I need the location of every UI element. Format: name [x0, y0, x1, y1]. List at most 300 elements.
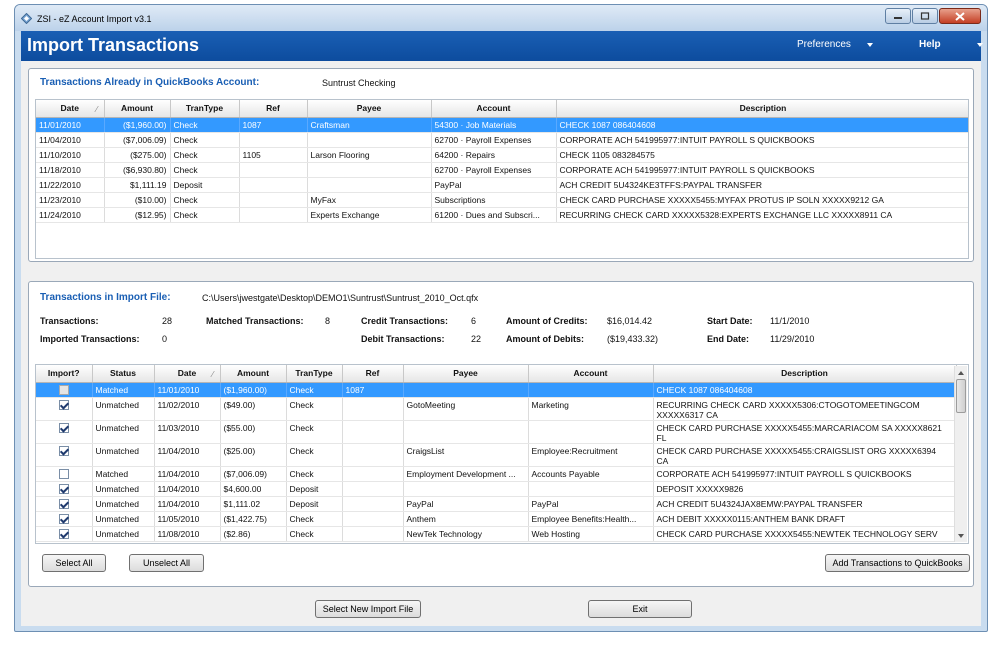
table-cell: 11/22/2010: [36, 177, 104, 192]
cell-text: ($2.86): [223, 528, 251, 539]
cell-text-continued: CA: [656, 455, 669, 466]
stat-matched-label: Matched Transactions:: [206, 316, 304, 326]
column-header-label: TranType: [185, 103, 224, 114]
table-row[interactable]: [36, 192, 969, 207]
table-cell: [307, 177, 431, 192]
table-cell: [154, 496, 220, 511]
import-checkbox[interactable]: [59, 423, 69, 433]
table-row[interactable]: [36, 132, 969, 147]
cell-text: Employee Benefits:Health...: [531, 513, 637, 524]
cell-text: DEPOSIT XXXXX9826: [656, 483, 744, 494]
stat-amount-credits-label: Amount of Credits:: [506, 316, 588, 326]
table-cell: Larson Flooring: [307, 147, 431, 162]
chevron-down-icon: [867, 43, 873, 47]
table-cell: [403, 481, 528, 496]
app-header: [21, 31, 981, 61]
cell-text: 11/01/2010: [157, 384, 200, 395]
table-row[interactable]: [36, 420, 956, 443]
cell-text: 11/04/2010: [157, 483, 200, 494]
table-row[interactable]: [36, 117, 969, 132]
table-row[interactable]: [36, 397, 956, 420]
table-cell: [154, 466, 220, 481]
table-cell: PayPal: [431, 177, 556, 192]
table-cell: [286, 397, 342, 420]
cell-text: Matched: [95, 468, 129, 479]
cell-text: Employee:Recruitment: [531, 445, 618, 456]
table-cell: [92, 481, 154, 496]
cell-text: 11/04/2010: [157, 498, 200, 509]
cell-text: Unmatched: [95, 445, 139, 456]
table-cell: [403, 496, 528, 511]
import-checkbox-cell: [36, 382, 92, 397]
table-cell: [342, 443, 403, 466]
page-title: Import Transactions: [27, 35, 200, 55]
stat-imported-value: 0: [162, 334, 168, 344]
table-cell: [154, 526, 220, 541]
table-cell: [220, 511, 286, 526]
table-cell: [653, 511, 956, 526]
table-cell: [286, 420, 342, 443]
app-icon: [21, 13, 32, 24]
table-cell: CHECK CARD PURCHASE XXXXX5455:MYFAX PROTUS IP SOLN XXXXX9212 GA: [556, 192, 969, 207]
cell-text: Marketing: [531, 399, 569, 410]
column-header-label: Status: [110, 368, 136, 379]
table-cell: [220, 466, 286, 481]
existing-transactions-panel: [28, 68, 974, 262]
import-checkbox-cell: [36, 496, 92, 511]
column-header[interactable]: [239, 100, 307, 117]
menu-help[interactable]: [919, 39, 983, 50]
table-cell: [342, 397, 403, 420]
column-header[interactable]: [170, 100, 239, 117]
exit-button[interactable]: Exit: [588, 600, 692, 618]
table-cell: ($7,006.09): [104, 132, 170, 147]
import-panel-title: Transactions in Import File:: [40, 292, 171, 303]
table-cell: 64200 · Repairs: [431, 147, 556, 162]
column-header-label: Payee: [356, 103, 382, 114]
import-checkbox[interactable]: [59, 529, 69, 539]
table-cell: Check: [170, 207, 239, 222]
table-cell: [92, 526, 154, 541]
column-header-label: Ref: [365, 368, 380, 379]
existing-account-name: Suntrust Checking: [322, 78, 396, 88]
cell-text: Web Hosting: [531, 528, 581, 539]
table-cell: ($1,960.00): [104, 117, 170, 132]
cell-text: Unmatched: [95, 483, 139, 494]
column-header-label: Ref: [266, 103, 280, 114]
cell-text: 11/04/2010: [157, 468, 200, 479]
table-cell: Check: [170, 147, 239, 162]
column-header-label: Account: [476, 103, 511, 114]
table-cell: [220, 382, 286, 397]
table-cell: [653, 382, 956, 397]
table-cell: [403, 526, 528, 541]
cell-text: ($49.00): [223, 399, 256, 410]
import-checkbox-cell: [36, 443, 92, 466]
table-cell: CHECK 1105 083284575: [556, 147, 969, 162]
column-header-label: Payee: [453, 368, 478, 379]
table-cell: [653, 466, 956, 481]
table-cell: [92, 496, 154, 511]
table-cell: [154, 511, 220, 526]
table-cell: RECURRING CHECK CARD XXXXX5328:EXPERTS EXCHANGE LLC XXXXX8911 CA: [556, 207, 969, 222]
close-button[interactable]: [939, 8, 981, 24]
table-cell: $1,111.19: [104, 177, 170, 192]
table-cell: [342, 382, 403, 397]
cell-text: Unmatched: [95, 513, 139, 524]
cell-text: 1087: [345, 384, 365, 395]
table-cell: [403, 382, 528, 397]
arrow-down-icon: [958, 534, 964, 538]
table-cell: [342, 526, 403, 541]
cell-text: ($55.00): [223, 422, 256, 433]
table-cell: [286, 466, 342, 481]
main-content: [21, 61, 981, 626]
cell-text: Anthem: [406, 513, 436, 524]
menu-help-label: Help: [919, 39, 941, 50]
cell-text: ACH CREDIT 5U4324JAX8EMW:PAYPAL TRANSFER: [656, 498, 863, 509]
stat-end-date-value: 11/29/2010: [770, 334, 815, 344]
cell-text: Unmatched: [95, 422, 139, 433]
column-header-label: Import?: [47, 368, 80, 379]
table-row[interactable]: [36, 511, 956, 526]
cell-text-continued: XXXXX6317 CA: [656, 409, 718, 420]
table-cell: 11/04/2010: [36, 132, 104, 147]
cell-text: ($25.00): [223, 445, 256, 456]
column-header[interactable]: [154, 365, 220, 382]
table-cell: [528, 420, 653, 443]
column-header-label: TranType: [295, 368, 333, 379]
table-row[interactable]: [36, 207, 969, 222]
column-header[interactable]: [403, 365, 528, 382]
import-checkbox: [59, 385, 69, 395]
cell-text: Deposit: [289, 483, 319, 494]
table-cell: ($6,930.80): [104, 162, 170, 177]
table-cell: Check: [170, 117, 239, 132]
table-cell: [154, 420, 220, 443]
table-cell: [286, 382, 342, 397]
table-cell: Subscriptions: [431, 192, 556, 207]
minimize-icon: [893, 12, 903, 20]
table-cell: [154, 397, 220, 420]
import-checkbox[interactable]: [59, 514, 69, 524]
cell-text: GotoMeeting: [406, 399, 456, 410]
import-checkbox-cell: [36, 420, 92, 443]
import-checkbox[interactable]: [59, 400, 69, 410]
cell-text: RECURRING CHECK CARD XXXXX5306:CTOGOTOMEETINGCOM: [656, 399, 920, 410]
table-cell: [239, 207, 307, 222]
stat-amount-debits-value: ($19,433.32): [607, 334, 659, 344]
table-row[interactable]: [36, 466, 956, 481]
cell-text: ($1,422.75): [223, 513, 267, 524]
table-cell: Deposit: [170, 177, 239, 192]
table-cell: [528, 443, 653, 466]
cell-text: 11/03/2010: [157, 422, 200, 433]
table-cell: [653, 443, 956, 466]
table-cell: [528, 397, 653, 420]
table-cell: [92, 397, 154, 420]
import-checkbox-cell: [36, 466, 92, 481]
table-cell: 1105: [239, 147, 307, 162]
stat-end-date-label: End Date:: [707, 334, 750, 344]
table-cell: 11/18/2010: [36, 162, 104, 177]
table-cell: [239, 162, 307, 177]
column-header[interactable]: [36, 365, 92, 382]
table-cell: 11/10/2010: [36, 147, 104, 162]
table-cell: [528, 466, 653, 481]
import-checkbox[interactable]: [59, 484, 69, 494]
table-cell: 11/01/2010: [36, 117, 104, 132]
table-row[interactable]: [36, 147, 969, 162]
cell-text: Check: [289, 384, 314, 395]
table-cell: [286, 526, 342, 541]
window-title: ZSI - eZ Account Import v3.1: [37, 14, 152, 24]
column-header-label: Amount: [120, 103, 154, 114]
import-checkbox-cell: [36, 511, 92, 526]
import-checkbox[interactable]: [59, 446, 69, 456]
column-header-label: Amount: [236, 368, 270, 379]
stat-transactions-value: 28: [162, 316, 173, 326]
stat-debit-value: 22: [471, 334, 482, 344]
import-transactions-panel: [28, 281, 974, 587]
stat-start-date-label: Start Date:: [707, 316, 753, 326]
cell-text: PayPal: [406, 498, 434, 509]
table-cell: CORPORATE ACH 541995977:INTUIT PAYROLL S QUICKBOOKS: [556, 132, 969, 147]
table-cell: [653, 420, 956, 443]
table-cell: ($10.00): [104, 192, 170, 207]
scroll-down-button[interactable]: [955, 529, 967, 542]
cell-text: CHECK CARD PURCHASE XXXXX5455:CRAIGSLIST ORG XXXXX6394: [656, 445, 936, 456]
column-header[interactable]: [528, 365, 653, 382]
table-cell: Check: [170, 132, 239, 147]
table-cell: 11/24/2010: [36, 207, 104, 222]
cell-text: Employment Development ...: [406, 468, 516, 479]
table-cell: [286, 481, 342, 496]
column-header-label: Date: [60, 103, 79, 114]
import-file-path: C:\Users\jwestgate\Desktop\DEMO1\Suntrust\Suntrust_2010_Oct.qfx: [202, 293, 479, 303]
arrow-up-icon: [958, 371, 964, 375]
table-cell: Check: [170, 162, 239, 177]
cell-text: Matched: [95, 384, 129, 395]
cell-text: CHECK 1087 086404608: [656, 384, 753, 395]
import-checkbox[interactable]: [59, 469, 69, 479]
column-header[interactable]: [36, 100, 104, 117]
stat-matched-value: 8: [325, 316, 331, 326]
import-checkbox-cell: [36, 481, 92, 496]
table-cell: ACH CREDIT 5U4324KE3TFFS:PAYPAL TRANSFER: [556, 177, 969, 192]
column-header[interactable]: [286, 365, 342, 382]
table-cell: [653, 496, 956, 511]
table-cell: [220, 526, 286, 541]
cell-text: ($7,006.09): [223, 468, 267, 479]
import-stats: [40, 316, 960, 352]
import-checkbox[interactable]: [59, 499, 69, 509]
minimize-button[interactable]: [885, 8, 911, 24]
table-cell: [342, 466, 403, 481]
import-checkbox-cell: [36, 526, 92, 541]
stat-amount-debits-label: Amount of Debits:: [506, 334, 584, 344]
table-cell: [342, 496, 403, 511]
title-bar: [15, 5, 987, 31]
table-cell: [342, 481, 403, 496]
cell-text: Check: [289, 513, 314, 524]
select-new-import-file-button[interactable]: Select New Import File: [315, 600, 421, 618]
table-row[interactable]: [36, 481, 956, 496]
column-header-label: Description: [739, 103, 787, 114]
table-cell: Experts Exchange: [307, 207, 431, 222]
cell-text: Check: [289, 399, 314, 410]
table-cell: 54300 · Job Materials: [431, 117, 556, 132]
sort-indicator-icon: ⁄: [96, 104, 98, 114]
stat-imported-label: Imported Transactions:: [40, 334, 140, 344]
table-cell: [220, 443, 286, 466]
column-header[interactable]: [653, 365, 956, 382]
table-row[interactable]: [36, 443, 956, 466]
table-cell: [528, 526, 653, 541]
column-header[interactable]: [307, 100, 431, 117]
cell-text: Unmatched: [95, 528, 139, 539]
table-cell: CHECK 1087 086404608: [556, 117, 969, 132]
import-grid-scrollbar[interactable]: [954, 366, 967, 542]
cell-text: PayPal: [531, 498, 559, 509]
cell-text: Check: [289, 468, 314, 479]
cell-text: ACH DEBIT XXXXX0115:ANTHEM BANK DRAFT: [656, 513, 846, 524]
table-row[interactable]: [36, 162, 969, 177]
cell-text-continued: FL: [656, 432, 667, 443]
stat-start-date-value: 11/1/2010: [770, 316, 810, 326]
existing-panel-title: Transactions Already in QuickBooks Account:: [40, 77, 260, 88]
table-row[interactable]: [36, 496, 956, 511]
table-cell: [239, 177, 307, 192]
cell-text: Deposit: [289, 498, 319, 509]
menu-preferences-label: Preferences: [797, 39, 851, 50]
import-checkbox-cell: [36, 397, 92, 420]
table-cell: [653, 481, 956, 496]
table-cell: [403, 511, 528, 526]
table-cell: [92, 466, 154, 481]
table-cell: [342, 511, 403, 526]
table-cell: 61200 · Dues and Subscri...: [431, 207, 556, 222]
table-cell: [286, 443, 342, 466]
cell-text: 11/08/2010: [157, 528, 200, 539]
table-cell: 62700 · Payroll Expenses: [431, 162, 556, 177]
cell-text: Accounts Payable: [531, 468, 600, 479]
table-cell: [92, 443, 154, 466]
cell-text: Unmatched: [95, 399, 139, 410]
table-cell: [286, 496, 342, 511]
table-cell: [342, 420, 403, 443]
maximize-button[interactable]: [912, 8, 938, 24]
column-header[interactable]: [220, 365, 286, 382]
column-header[interactable]: [92, 365, 154, 382]
column-header-label: Date: [177, 368, 197, 379]
cell-text: CORPORATE ACH 541995977:INTUIT PAYROLL S QUICKBOOKS: [656, 468, 912, 479]
table-cell: [220, 496, 286, 511]
column-header-label: Account: [573, 368, 608, 379]
cell-text: NewTek Technology: [406, 528, 482, 539]
chevron-down-icon: [977, 43, 983, 47]
app-window: [14, 4, 988, 632]
table-row[interactable]: [36, 526, 956, 541]
table-cell: [653, 397, 956, 420]
table-cell: 62700 · Payroll Expenses: [431, 132, 556, 147]
scroll-up-button[interactable]: [955, 366, 967, 379]
table-cell: 11/23/2010: [36, 192, 104, 207]
column-header[interactable]: [431, 100, 556, 117]
table-cell: [92, 382, 154, 397]
table-cell: [528, 481, 653, 496]
table-cell: [307, 162, 431, 177]
table-cell: CORPORATE ACH 541995977:INTUIT PAYROLL S QUICKBOOKS: [556, 162, 969, 177]
table-cell: Craftsman: [307, 117, 431, 132]
table-cell: [403, 420, 528, 443]
table-cell: [403, 397, 528, 420]
table-cell: Check: [170, 192, 239, 207]
import-transactions-grid[interactable]: [35, 364, 969, 544]
table-cell: [528, 511, 653, 526]
cell-text: Check: [289, 528, 314, 539]
table-cell: 1087: [239, 117, 307, 132]
stat-credit-label: Credit Transactions:: [361, 316, 449, 326]
column-header[interactable]: [556, 100, 969, 117]
sort-indicator-icon: ⁄: [212, 369, 214, 379]
column-header-label: Description: [781, 368, 828, 379]
stat-amount-credits-value: $16,014.42: [607, 316, 653, 326]
cell-text: CraigsList: [406, 445, 445, 456]
cell-text: Unmatched: [95, 498, 139, 509]
table-cell: [307, 132, 431, 147]
cell-text: Check: [289, 422, 314, 433]
table-cell: [92, 511, 154, 526]
table-cell: [220, 481, 286, 496]
table-row[interactable]: [36, 177, 969, 192]
column-header[interactable]: [104, 100, 170, 117]
cell-text: 11/02/2010: [157, 399, 200, 410]
stat-debit-label: Debit Transactions:: [361, 334, 445, 344]
table-cell: [220, 420, 286, 443]
table-cell: [286, 511, 342, 526]
column-header[interactable]: [342, 365, 403, 382]
cell-text: 11/05/2010: [157, 513, 200, 524]
select-all-button[interactable]: Select All: [42, 554, 106, 572]
cell-text: CHECK CARD PURCHASE XXXXX5455:MARCARIACOM SA XXXXX8621: [656, 422, 942, 433]
table-row[interactable]: [36, 382, 956, 397]
table-cell: [92, 420, 154, 443]
stat-transactions-label: Transactions:: [40, 316, 99, 326]
cell-text: 11/04/2010: [157, 445, 200, 456]
table-cell: [403, 443, 528, 466]
table-cell: ($275.00): [104, 147, 170, 162]
scroll-thumb[interactable]: [956, 379, 966, 413]
table-cell: [239, 132, 307, 147]
table-cell: [220, 397, 286, 420]
stat-credit-value: 6: [471, 316, 477, 326]
cell-text: $1,111.02: [223, 498, 261, 509]
unselect-all-button[interactable]: Unselect All: [129, 554, 204, 572]
table-cell: [239, 192, 307, 207]
cell-text: ($1,960.00): [223, 384, 267, 395]
close-icon: [955, 12, 965, 21]
existing-transactions-grid[interactable]: [35, 99, 969, 259]
menu-preferences[interactable]: [797, 39, 873, 50]
cell-text: $4,600.00: [223, 483, 262, 494]
table-cell: [528, 496, 653, 511]
cell-text: Check: [289, 445, 314, 456]
add-transactions-button[interactable]: Add Transactions to QuickBooks: [825, 554, 970, 572]
table-cell: [154, 382, 220, 397]
table-cell: [528, 382, 653, 397]
maximize-icon: [920, 12, 930, 20]
